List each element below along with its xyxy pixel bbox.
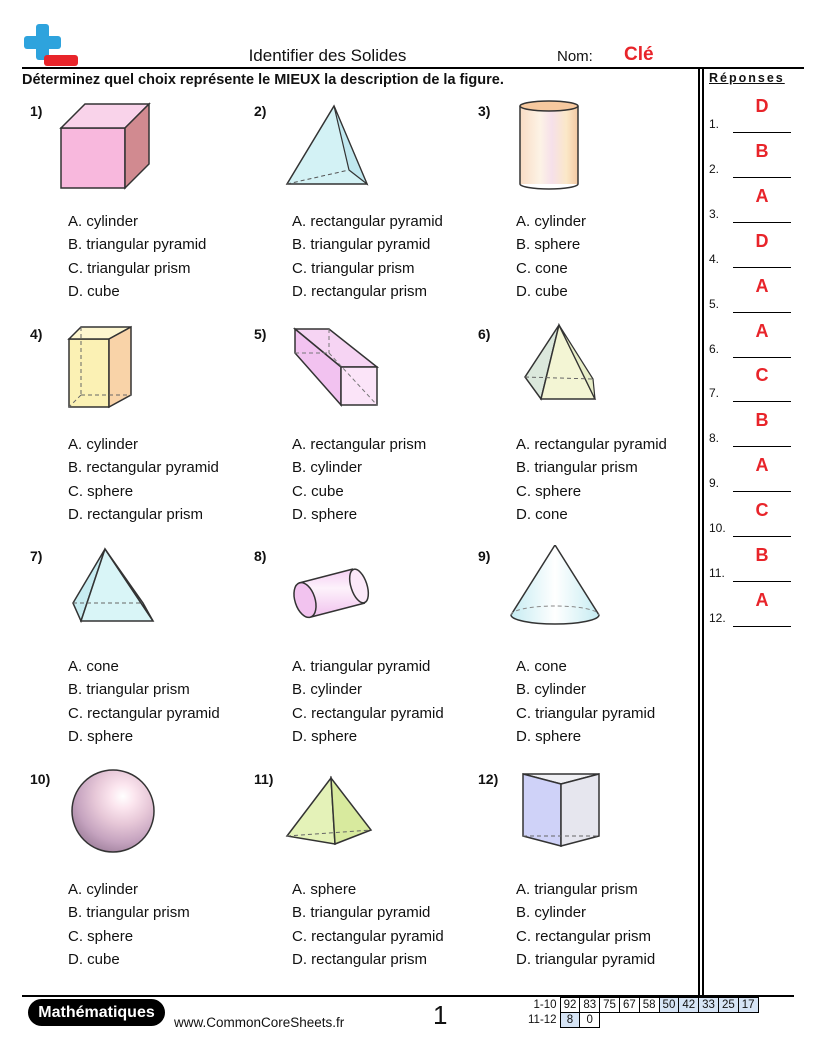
rectangular-pyramid-figure [503,323,633,423]
option: A. triangular prism [516,881,638,898]
option: B. cylinder [292,459,363,477]
option: B. cylinder [516,904,587,922]
divider-line [702,69,704,995]
logo-icon [22,22,80,68]
option: C. triangular prism [292,259,415,277]
option: C. cone [516,259,568,277]
cube-figure [55,100,185,200]
option: B. triangular pyramid [292,904,431,922]
option: D. cube [68,282,120,300]
option: A. triangular pyramid [292,658,431,675]
rectangular-prism-figure [279,323,409,423]
option: D. cube [516,282,568,300]
answer-row: 6. A [709,328,794,358]
score-row: 1-10 92 83 75 67 58 50 42 33 25 17 [525,998,758,1013]
option: B. triangular prism [68,681,190,699]
option: A. rectangular pyramid [516,436,667,453]
option: A. cylinder [516,213,587,230]
question-10 [30,771,254,993]
answer-value: C [755,500,769,520]
answer-row: 7. C [709,372,794,402]
question-number: 10) [30,771,51,787]
option: D. triangular pyramid [516,950,656,968]
option: C. sphere [516,482,582,500]
question-number: 1) [30,103,43,119]
option: B. triangular prism [68,904,190,922]
option: D. sphere [516,727,582,745]
option: B. sphere [516,236,581,254]
option: A. cylinder [68,436,139,453]
question-2 [254,103,478,325]
option: C. rectangular pyramid [292,927,444,945]
question-6 [478,326,702,548]
cylinder-figure [503,100,633,200]
answer-row: 12. A [709,597,794,627]
option: D. cube [68,950,120,968]
option: D. sphere [292,727,358,745]
brand-badge: Mathématiques [28,999,165,1026]
answers-title: Réponses [709,71,785,85]
option: B. rectangular pyramid [68,459,219,477]
triangular-pyramid-figure [279,100,409,200]
option: A. rectangular pyramid [292,213,443,230]
name-value: Clé [624,44,654,65]
triangular-pyramid-figure [279,768,409,868]
question-number: 9) [478,548,491,564]
question-number: 12) [478,771,499,787]
header-rule [22,67,804,69]
option: C. rectangular pyramid [292,704,444,722]
option: A. rectangular prism [292,436,427,453]
option: C. cube [292,482,344,500]
question-8 [254,548,478,770]
question-12 [478,771,702,993]
answer-row: 8. B [709,417,794,447]
question-number: 3) [478,103,491,119]
answer-row: 9. A [709,462,794,492]
option: C. sphere [68,927,134,945]
worksheet-title: Identifier des Solides [248,46,407,65]
answer-row: 5. A [709,283,794,313]
question-7 [30,548,254,770]
option: A. cylinder [68,213,139,230]
option: D. sphere [68,727,134,745]
question-11 [254,771,478,993]
option: D. rectangular prism [292,950,428,968]
question-number: 8) [254,548,267,564]
option: C. sphere [68,482,134,500]
option: A. sphere [292,881,357,898]
option: A. cylinder [68,881,139,898]
answer-value: C [755,365,769,385]
option: B. triangular prism [516,459,638,477]
cylinder-figure [279,545,409,645]
question-number: 5) [254,326,267,342]
option: C. rectangular pyramid [68,704,220,722]
answer-row: 10. C [709,507,794,537]
page-number: 1 [433,1000,448,1030]
option: D. cone [516,505,568,523]
question-number: 4) [30,326,43,342]
option: D. rectangular prism [292,282,428,300]
option: B. triangular pyramid [68,236,207,254]
answer-row: 2. B [709,148,794,178]
option: B. triangular pyramid [292,236,431,254]
answer-row: 4. D [709,238,794,268]
triangular-prism-figure [503,768,633,868]
option: C. triangular prism [68,259,191,277]
question-number: 11) [254,771,274,787]
answer-value: B [755,141,769,161]
answer-row: 3. A [709,193,794,223]
question-number: 7) [30,548,43,564]
question-3 [478,103,702,325]
question-9 [478,548,702,770]
score-table [525,997,759,1028]
cone-figure [503,545,633,645]
option: C. triangular pyramid [516,704,656,722]
answer-value: B [755,410,769,430]
option: B. cylinder [516,681,587,699]
name-label: Nom: [557,48,593,65]
instruction-text: Déterminez quel choix représente le MIEUX la description de la figure. [22,72,504,88]
answer-value: B [755,545,769,565]
answer-value: A [755,321,769,341]
answer-value: A [755,276,769,296]
option: A. cone [516,658,567,675]
score-row: 11-12 8 0 [525,1013,758,1028]
question-number: 2) [254,103,267,119]
question-4 [30,326,254,548]
answer-row: 1. D [709,103,794,133]
rectangular-pyramid-figure [55,545,185,645]
answer-value: A [755,186,769,206]
question-1 [30,103,254,325]
option: C. rectangular prism [516,927,652,945]
answer-row: 11. B [709,552,794,582]
question-number: 6) [478,326,491,342]
answer-value: D [755,231,769,251]
option: B. cylinder [292,681,363,699]
option: D. sphere [292,505,358,523]
option: A. cone [68,658,119,675]
answer-value: A [755,590,769,610]
sphere-figure [55,768,185,868]
answer-value: A [755,455,769,475]
rectangular-prism-figure [55,323,185,423]
site-url[interactable]: www.CommonCoreSheets.fr [174,1015,345,1030]
option: D. rectangular prism [68,505,204,523]
question-5 [254,326,478,548]
answer-value: D [755,96,769,116]
